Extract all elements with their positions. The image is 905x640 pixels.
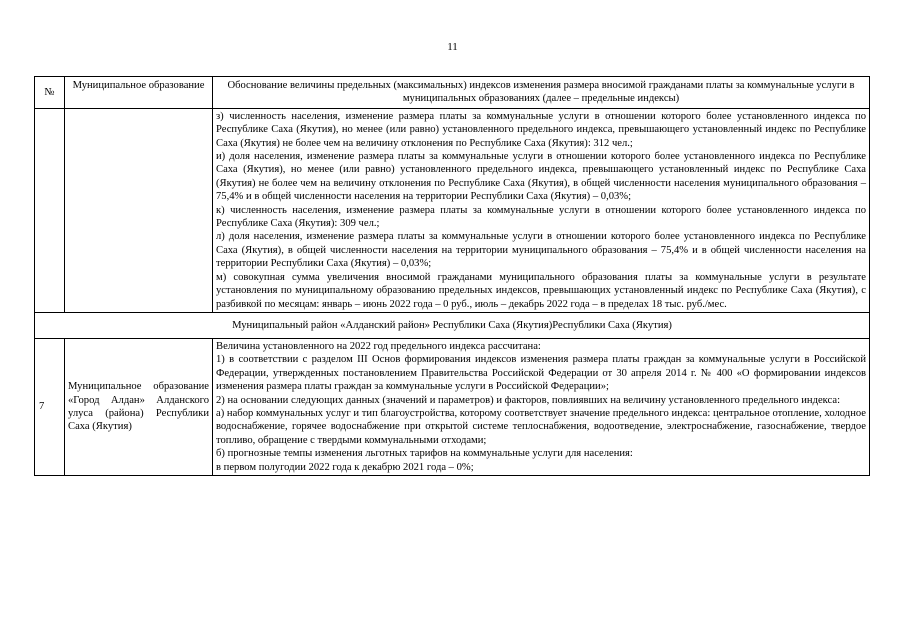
continuation-municipality-cell <box>65 108 213 312</box>
row7-paragraph-2: 2) на основании следующих данных (значений и параметров) и факторов, повлиявших на величину установленного предельного индекса: <box>216 394 841 406</box>
table-row-7 <box>35 338 870 475</box>
row7-paragraph-b: б) прогнозные темпы изменения льготных тарифов на коммунальные услуги для населения: <box>216 448 633 460</box>
row7-paragraph-a: а) набор коммунальных услуг и тип благоустройства, которому соответствует значение предельного индекса: центральное отопление, холодное водоснабжение, горячее водоснабжение при открытой системе теплоснабжения, водоотведение, электроснабжение, газоснабжение, твердое топливо, обращение с твердыми коммунальными отходами; <box>216 407 866 446</box>
region-title: Муниципальный район «Алданский район» Республики Саха (Якутия)Республики Саха (Якутия) <box>35 312 870 338</box>
paragraph-m: м) совокупная сумма увеличения вносимой гражданами муниципального образования платы за коммунальные услуги в результате установления по муниципальному образованию предельных индексов, превышающих установленный индекс по Республике Саха (Якутия), с разбивкой по месяцам: январь – июнь 2022 года – 0 руб., июль – декабрь 2022 года – в пределах 18 тыс. руб./мес. <box>216 271 866 310</box>
page-number: 11 <box>447 41 458 53</box>
row7-paragraph-b-first-half: в первом полугодии 2022 года к декабрю 2021 года – 0%; <box>216 461 474 473</box>
row-7-justification <box>213 338 870 475</box>
region-row <box>35 312 870 338</box>
table-row-continuation <box>35 108 870 312</box>
header-num: № <box>35 77 65 109</box>
header-municipality: Муниципальное образование <box>65 77 213 109</box>
row-7-municipality: Муниципальное образование «Город Алдан» Алданского улуса (района) Республики Саха (Якутия) <box>65 338 213 475</box>
row-7-num: 7 <box>35 338 65 475</box>
table-header-row <box>35 77 870 109</box>
paragraph-l: л) доля населения, изменение размера платы за коммунальные услуги в отношении которого более установленного индекса по Республике Саха (Якутия), в общей численности населения на территории муниципального образования – 75,4% и в общей численности населения на территории Республики Саха (Якутия) – 0,03%; <box>216 231 866 270</box>
paragraph-k: к) численность населения, изменение размера платы за коммунальные услуги в отношении которого более установленного индекса по Республике Саха (Якутия): 309 чел.; <box>216 204 866 230</box>
continuation-num-cell <box>35 108 65 312</box>
paragraph-i: и) доля населения, изменение размера платы за коммунальные услуги в отношении которого более установленного индекса по Республике Саха (Якутия), но менее (или равно) установленного предельного индекса, превышающего установленный индекс по Республике Саха (Якутия) не более чем на величину отклонения по Республике Саха (Якутия), в общей численности населения муниципального образования – 75,4% и в общей численности населения на территории Республики Саха (Якутия) – 0,03%; <box>216 151 866 203</box>
header-justification: Обоснование величины предельных (максимальных) индексов изменения размера вносимой гражданами платы за коммунальные услуги в муниципальных образованиях (далее – предельные индексы) <box>213 77 870 109</box>
row7-paragraph-1: 1) в соответствии с разделом III Основ формирования индексов изменения размера платы граждан за коммунальные услуги в Российской Федерации, утвержденных постановлением Правительства Российской Федерации от 30 апреля 2014 г. № 400 «О формировании индексов изменения размера платы граждан за коммунальные услуги в Российской Федерации»; <box>216 354 866 393</box>
paragraph-z: з) численность населения, изменение размера платы за коммунальные услуги в отношении которого более установленного индекса по Республике Саха (Якутия), но менее (или равно) установленного предельного индекса, превышающего установленный индекс по Республике Саха (Якутия) не более чем на величину отклонения по Республике Саха (Якутия): 312 чел.; <box>216 110 866 149</box>
indices-table <box>34 76 870 476</box>
row7-paragraph-intro: Величина установленного на 2022 год предельного индекса рассчитана: <box>216 340 541 352</box>
continuation-text-cell <box>213 108 870 312</box>
